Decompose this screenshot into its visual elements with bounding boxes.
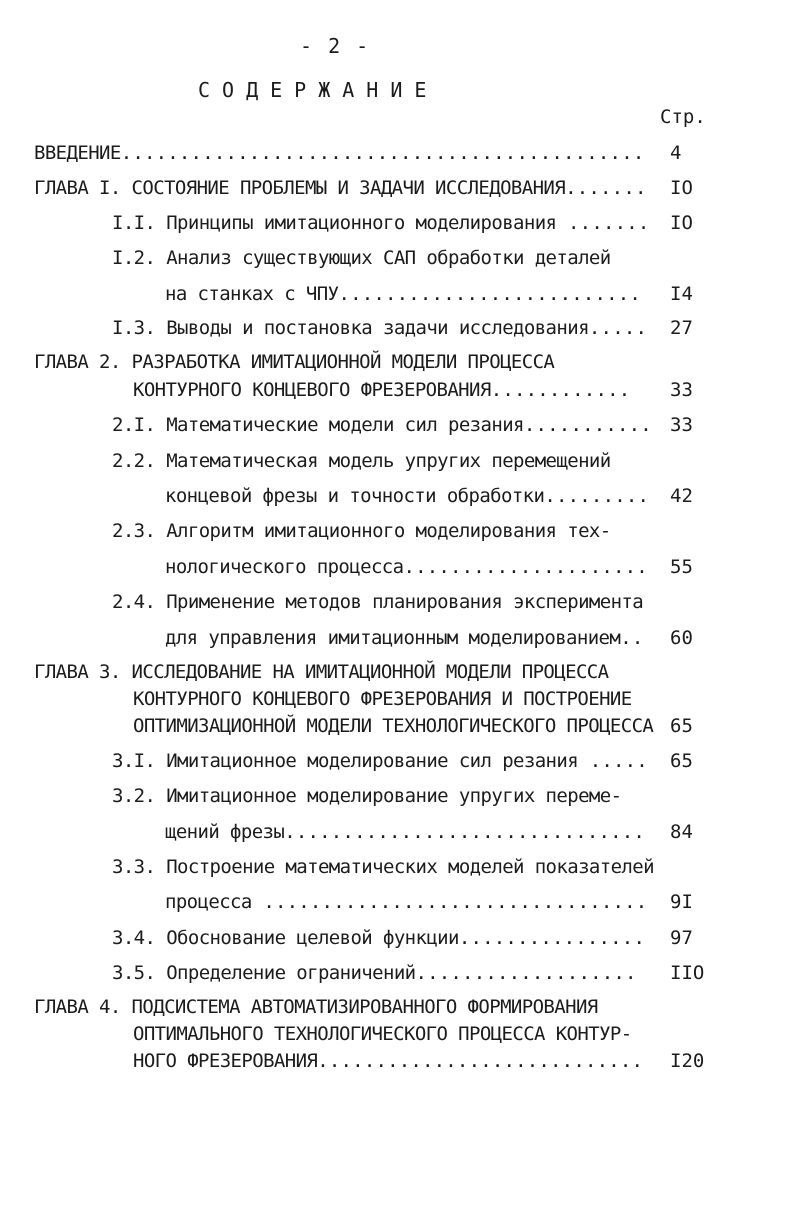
toc-section-2-2: 2.2. Математическая модель упругих перемещений bbox=[112, 450, 611, 472]
toc-section-1-1: I.I. Принципы имитационного моделирования ....... bbox=[112, 212, 650, 234]
toc-section-3-2: 3.2. Имитационное моделирование упругих переме- bbox=[112, 785, 622, 807]
page-heading: СОДЕРЖАНИЕ bbox=[198, 78, 439, 102]
toc-chapter-3: ГЛАВА 3. ИССЛЕДОВАНИЕ НА ИМИТАЦИОННОЙ МОДЕЛИ ПРОЦЕССА bbox=[34, 661, 609, 683]
toc-page: 84 bbox=[670, 821, 693, 843]
toc-page: IO bbox=[670, 177, 693, 199]
toc-chapter-4: ГЛАВА 4. ПОДСИСТЕМА АВТОМАТИЗИРОВАННОГО ФОРМИРОВАНИЯ bbox=[34, 996, 598, 1018]
toc-page: I4 bbox=[670, 283, 693, 305]
toc-chapter-3-cont: КОНТУРНОГО КОНЦЕВОГО ФРЕЗЕРОВАНИЯ И ПОСТРОЕНИЕ bbox=[133, 688, 632, 710]
toc-page: 4 bbox=[670, 142, 682, 164]
toc-page: I20 bbox=[670, 1050, 705, 1072]
toc-page: 33 bbox=[670, 414, 693, 436]
toc-chapter-3-cont: ОПТИМИЗАЦИОННОЙ МОДЕЛИ ТЕХНОЛОГИЧЕСКОГО ПРОЦЕССА bbox=[133, 715, 654, 737]
toc-chapter-2: ГЛАВА 2. РАЗРАБОТКА ИМИТАЦИОННОЙ МОДЕЛИ ПРОЦЕССА bbox=[34, 351, 555, 373]
toc-section-2-4-cont: для управления имитационным моделированием.. bbox=[165, 627, 644, 649]
toc-section-2-4: 2.4. Применение методов планирования эксперимента bbox=[112, 591, 644, 613]
toc-section-3-5: 3.5. Определение ограничений................... bbox=[112, 962, 637, 984]
toc-page: 65 bbox=[670, 750, 693, 772]
toc-page: 97 bbox=[670, 927, 693, 949]
toc-section-3-4: 3.4. Обоснование целевой функции................ bbox=[112, 927, 646, 949]
page-number: - 2 - bbox=[300, 34, 371, 58]
page-column-label: Стр. bbox=[660, 106, 706, 128]
toc-section-3-1: 3.I. Имитационное моделирование сил резания ..... bbox=[112, 750, 648, 772]
toc-chapter-2-cont: КОНТУРНОГО КОНЦЕВОГО ФРЕЗЕРОВАНИЯ............ bbox=[133, 379, 631, 401]
toc-section-1-2-cont: на станках с ЧПУ.......................... bbox=[165, 283, 642, 305]
toc-section-2-3: 2.3. Алгоритм имитационного моделирования тех- bbox=[112, 520, 611, 542]
toc-page: IIO bbox=[670, 962, 705, 984]
toc-section-1-3: I.3. Выводы и постановка задачи исследования..... bbox=[112, 317, 648, 339]
toc-page: 65 bbox=[670, 715, 693, 737]
toc-page: 42 bbox=[670, 485, 693, 507]
toc-section-2-1: 2.I. Математические модели сил резания........... bbox=[112, 414, 652, 436]
toc-section-1-2: I.2. Анализ существующих САП обработки деталей bbox=[112, 247, 611, 269]
toc-page: 33 bbox=[670, 379, 693, 401]
toc-section-3-2-cont: щений фрезы............................... bbox=[165, 821, 646, 843]
toc-page: 55 bbox=[670, 556, 693, 578]
toc-section-3-3: 3.3. Построение математических моделей показателей bbox=[112, 856, 654, 878]
toc-chapter-4-cont: НОГО ФРЕЗЕРОВАНИЯ............................ bbox=[133, 1050, 644, 1072]
toc-entry-introduction: ВВЕДЕНИЕ............................................. bbox=[34, 142, 645, 164]
toc-chapter-4-cont: ОПТИМАЛЬНОГО ТЕХНОЛОГИЧЕСКОГО ПРОЦЕССА КОНТУР- bbox=[133, 1023, 632, 1045]
toc-page: 27 bbox=[670, 317, 693, 339]
toc-section-2-3-cont: нологического процесса..................... bbox=[165, 556, 648, 578]
toc-page: IO bbox=[670, 212, 693, 234]
toc-page: 60 bbox=[670, 627, 693, 649]
toc-chapter-1: ГЛАВА I. СОСТОЯНИЕ ПРОБЛЕМЫ И ЗАДАЧИ ИССЛЕДОВАНИЯ....... bbox=[34, 177, 647, 199]
toc-section-3-3-cont: процесса ................................. bbox=[165, 891, 648, 913]
toc-page: 9I bbox=[670, 891, 693, 913]
toc-section-2-2-cont: концевой фрезы и точности обработки......... bbox=[165, 485, 650, 507]
